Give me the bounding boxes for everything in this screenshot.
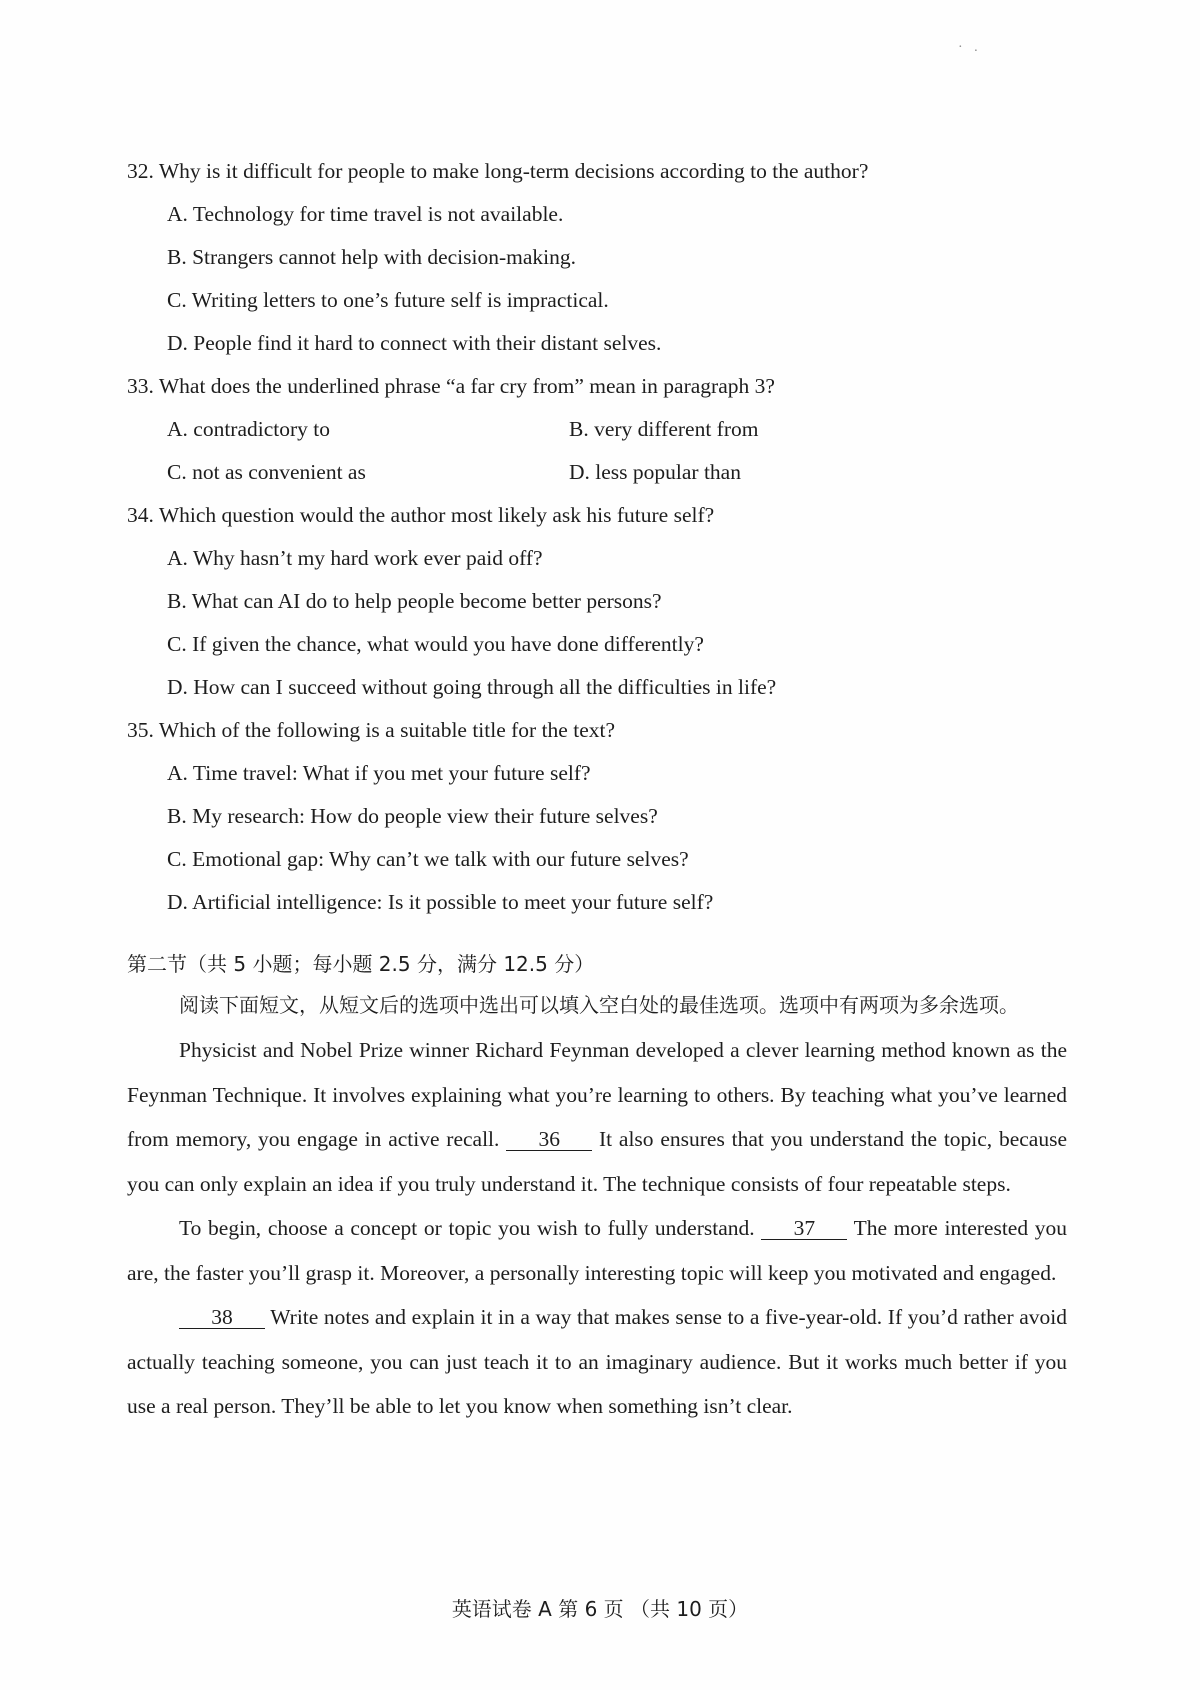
option-a: A. contradictory to: [167, 417, 330, 441]
option-b: B. very different from: [569, 417, 759, 441]
page-footer: 英语试卷 A 第 6 页 （共 10 页）: [451, 1597, 749, 1621]
passage-paragraph-2: [127, 1206, 1067, 1295]
scan-mark: · .: [958, 40, 982, 55]
paragraph-text: It also ensures that you understand the topic, because you can only explain an idea if you truly understand it. The technique consists of four repeatable steps.: [127, 1127, 1068, 1196]
paragraph-text: To begin, choose a concept or topic you wish to fully understand.: [179, 1216, 755, 1240]
blank-38: 38: [179, 1306, 265, 1329]
paragraph-text: Physicist and Nobel Prize winner Richard Feynman developed a clever learning method known as the Feynman Technique. It involves explaining what you’re learning to others. By teaching what you’ve learned from memory, you engage in active recall.: [127, 1038, 1067, 1151]
option-c: C. not as convenient as: [167, 460, 366, 484]
question-stem: 33. What does the underlined phrase “a far cry from” mean in paragraph 3?: [127, 374, 775, 398]
option-c: C. Emotional gap: Why can’t we talk with our future selves?: [167, 847, 689, 871]
option-b: B. What can AI do to help people become better persons?: [167, 589, 662, 613]
option-d: D. Artificial intelligence: Is it possible to meet your future self?: [167, 890, 714, 914]
option-c: C. Writing letters to one’s future self is impractical.: [167, 288, 609, 312]
question-34: [127, 494, 1087, 709]
option-row: [127, 408, 1087, 451]
section-title: 第二节（共 5 小题；每小题 2.5 分，满分 12.5 分）: [127, 952, 595, 976]
passage-paragraph-3: [127, 1295, 1067, 1429]
option-b: B. My research: How do people view their future selves?: [167, 804, 658, 828]
option-d: D. People find it hard to connect with their distant selves.: [167, 331, 662, 355]
option-c: C. If given the chance, what would you have done differently?: [167, 632, 704, 656]
paragraph-text: The more interested you are, the faster you’ll grasp it. Moreover, a personally interesting topic will keep you motivated and engaged.: [127, 1216, 1067, 1285]
question-33: [127, 365, 1087, 494]
paragraph-text: Write notes and explain it in a way that makes sense to a five-year-old. If you’d rather avoid actually teaching someone, you can just teach it to an imaginary audience. But it works much better if you use a real person. They’ll be able to let you know when something isn’t clear.: [127, 1305, 1067, 1418]
option-b: B. Strangers cannot help with decision-making.: [167, 245, 577, 269]
section-instruction: 阅读下面短文，从短文后的选项中选出可以填入空白处的最佳选项。选项中有两项为多余选项。: [179, 993, 1019, 1017]
passage-paragraph-1: [127, 1028, 1067, 1206]
question-35: [127, 709, 1087, 924]
section-2: [127, 946, 1067, 1429]
question-list: [127, 150, 1087, 924]
option-a: A. Technology for time travel is not available.: [167, 202, 564, 226]
option-row: [127, 451, 1087, 494]
question-stem: 34. Which question would the author most likely ask his future self?: [127, 503, 715, 527]
option-d: D. less popular than: [569, 460, 741, 484]
option-a: A. Time travel: What if you met your future self?: [167, 761, 591, 785]
question-stem: 32. Why is it difficult for people to make long-term decisions according to the author?: [127, 159, 869, 183]
question-stem: 35. Which of the following is a suitable title for the text?: [127, 718, 616, 742]
option-a: A. Why hasn’t my hard work ever paid off?: [167, 546, 543, 570]
blank-36: 36: [506, 1128, 592, 1151]
question-32: [127, 150, 1087, 365]
option-d: D. How can I succeed without going through all the difficulties in life?: [167, 675, 777, 699]
blank-37: 37: [761, 1217, 847, 1240]
